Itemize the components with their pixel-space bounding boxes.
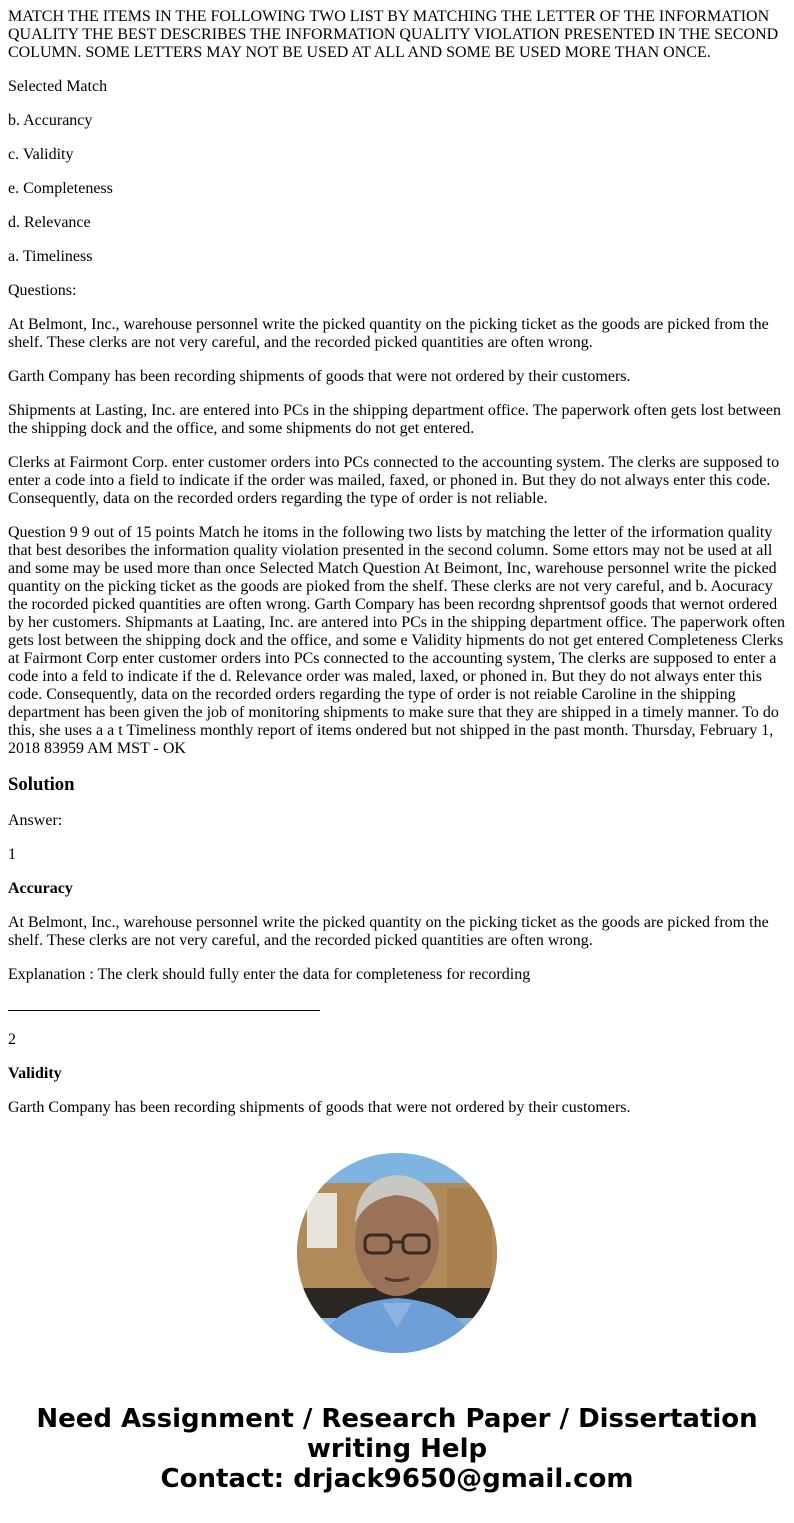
- document-content: [8, 0, 788, 1122]
- question-item: Shipments at Lasting, Inc. are entered into PCs in the shipping department office. The paperwork often gets lost between the shipping dock and the office, and some shipments do not get entered.: [8, 402, 781, 437]
- answer-text: Garth Company has been recording shipments of goods that were not ordered by their customers.: [8, 1099, 631, 1116]
- option-item: b. Accurancy: [8, 112, 93, 129]
- questions-label: Questions:: [8, 282, 77, 299]
- answer-title: Validity: [8, 1065, 62, 1082]
- question-item: Clerks at Fairmont Corp. enter customer orders into PCs connected to the accounting system. The clerks are supposed to enter a code into a field to indicate if the order was mailed, faxed, or phoned in. But they do not always enter this code. Consequently, data on the recorded orders regarding the type of order is not reliable.: [8, 454, 780, 507]
- answer-label: Answer:: [8, 812, 63, 829]
- instructions-text: MATCH THE ITEMS IN THE FOLLOWING TWO LIST BY MATCHING THE LETTER OF THE INFORMATION QUALITY THE BEST DESCRIBES THE INFORMATION QUALITY VIOLATION PRESENTED IN THE SECOND COLUMN. SOME LETTERS MAY NOT BE USED AT ALL AND SOME BE USED MORE THAN ONCE.: [8, 8, 779, 61]
- promo-line: Need Assignment / Research Paper / Dissertation: [36, 1404, 758, 1434]
- answer-number: 1: [8, 846, 16, 863]
- answer-title: Accuracy: [8, 880, 73, 897]
- answer-number: 2: [8, 1031, 16, 1048]
- answer-explanation: Explanation : The clerk should fully enter the data for completeness for recording: [8, 966, 531, 983]
- option-item: d. Relevance: [8, 214, 91, 231]
- person-portrait-icon: [297, 1153, 497, 1353]
- ocr-question-text: Question 9 9 out of 15 points Match he itoms in the following two lists by matching the letter of the irformation quality that best desoribes the information quality violation presented in the second column. Some ettors may not be used at all and some may be used more than once Selected Match Question At Beimont, Inc, warehouse personnel write the picked quantity on the picking ticket as the goods are pioked from the shelf. These clerks are not very careful, and b. Aocuracy the rocorded picked quantities are often wrong. Garth Compary has been recordng shprentsof goods that wernot ordered by her customers. Shipmants at Laating, Inc. are antered into PCs in the shipping department office. The paperwork often gets lost between the shipping dock and the office, and some e Validity hipments do not get entered Completeness Clerks at Fairmont Corp enter customer orders into PCs connected to the accounting system, The clerks are supposed to enter a code into a feld to indicate if the d. Relevance order was maled, laxed, or phoned in. But they do not always enter this code. Consequently, data on the recorded orders regarding the type of order is not reiable Caroline in the shipping department has been given the job of monitoring shipments to make sure that they are shipped in a timely manner. To do this, she uses a a t Timeliness monthly report of items ondered but not shipped in the past month. Thursday, February 1, 2018 83959 AM MST - OK: [8, 524, 785, 757]
- option-item: c. Validity: [8, 146, 74, 163]
- author-avatar: [297, 1153, 497, 1353]
- option-item: e. Completeness: [8, 180, 113, 197]
- option-item: a. Timeliness: [8, 248, 93, 265]
- selected-match-label: Selected Match: [8, 78, 108, 95]
- question-item: At Belmont, Inc., warehouse personnel write the picked quantity on the picking ticket as the goods are picked from the shelf. These clerks are not very careful, and the recorded picked quantities are often wrong.: [8, 316, 769, 351]
- answer-text: At Belmont, Inc., warehouse personnel write the picked quantity on the picking ticket as the goods are picked from the shelf. These clerks are not very careful, and the recorded picked quantities are often wrong.: [8, 914, 769, 949]
- divider: [8, 1010, 320, 1011]
- promo-line: writing Help: [306, 1434, 488, 1464]
- promo-banner: [0, 1404, 794, 1494]
- question-item: Garth Company has been recording shipments of goods that were not ordered by their customers.: [8, 368, 631, 385]
- solution-heading: Solution: [8, 774, 75, 795]
- promo-contact: Contact: drjack9650@gmail.com: [160, 1464, 634, 1494]
